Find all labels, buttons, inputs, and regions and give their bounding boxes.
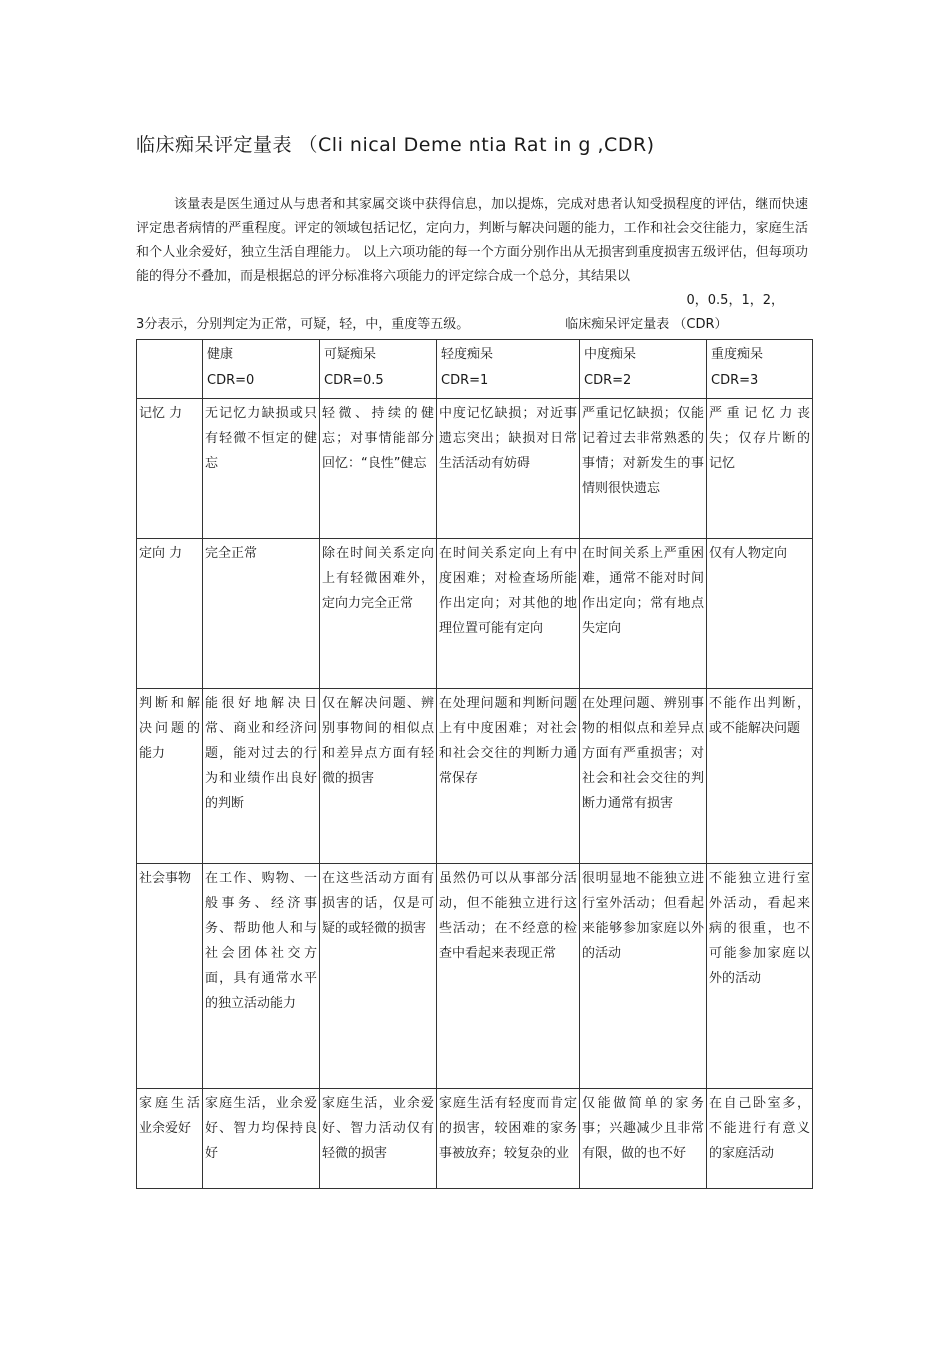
score-values: 0，0.5，1，2，: [686, 293, 784, 308]
table-cell: 很明显地不能独立进行室外活动；但看起来能够参加家庭以外的活动: [580, 864, 707, 1089]
table-cell: 虽然仍可以从事部分活动，但不能独立进行这些活动；在不经意的检查中看起来表现正常: [437, 864, 580, 1089]
table-cell: 不能作出判断，或不能解决问题: [707, 689, 813, 864]
table-cell: 在工作、购物、一般事务、经济事务、帮助他人和与社会团体社交方面，具有通常水平的独立活动能力: [203, 864, 320, 1089]
header-corner: [137, 340, 203, 399]
header-cdr-3: 重度痴呆 CDR=3: [707, 340, 813, 399]
table-cell: 仅在解决问题、辨别事物间的相似点和差异点方面有轻微的损害: [320, 689, 437, 864]
intro-text: [136, 193, 808, 337]
table-cell: 在自己卧室多，不能进行有意义的家庭活动: [707, 1089, 813, 1189]
table-cell: 不能独立进行室外活动，看起来病的很重，也不可能参加家庭以外的活动: [707, 864, 813, 1089]
table-row: [137, 539, 813, 689]
table-cell: 轻微、持续的健忘；对事情能部分回忆：“良性”健忘: [320, 399, 437, 539]
header-cdr-1: 轻度痴呆 CDR=1: [437, 340, 580, 399]
table-cell: 严重记忆缺损；仅能记着过去非常熟悉的事情；对新发生的事情则很快遗忘: [580, 399, 707, 539]
intro-paragraph: 该量表是医生通过从与患者和其家属交谈中获得信息，加以提炼，完成对患者认知受损程度的评估，继而快速评定患者病情的严重程度。评定的领域包括记忆，定向力，判断与解决问题的能力，工作和社会交往能力，家庭生活和个人业余爱好，独立生活自理能力。 以上六项功能的每一个方面分别作出从无损害到重度损害五级评估，但每项功能的得分不叠加，而是根据总的评分标准将六项能力的评定综合成一个总分，其结果以: [136, 197, 808, 284]
table-cell: 无记忆力缺损或只有轻微不恒定的健忘: [203, 399, 320, 539]
table-cell: 在处理问题和判断问题上有中度困难；对社会和社会交往的判断力通常保存: [437, 689, 580, 864]
row-domain-community: 社会事物: [137, 864, 203, 1089]
header-cdr-0-5: 可疑痴呆 CDR=0.5: [320, 340, 437, 399]
table-cell: 家庭生活，业余爱好、智力活动仅有轻微的损害: [320, 1089, 437, 1189]
table-cell: 能很好地解决日常、商业和经济问题，能对过去的行为和业绩作出良好的判断: [203, 689, 320, 864]
row-domain-judgment: 判断和解决问题的能力: [137, 689, 203, 864]
table-cell: 家庭生活有轻度而肯定的损害，较困难的家务事被放弃；较复杂的业: [437, 1089, 580, 1189]
levels-text: 3分表示，分别判定为正常，可疑，轻，中，重度等五级。: [136, 317, 470, 332]
table-cell: 家庭生活，业余爱好、智力均保持良好: [203, 1089, 320, 1189]
table-cell: 中度记忆缺损；对近事遗忘突出；缺损对日常生活活动有妨碍: [437, 399, 580, 539]
row-domain-home-hobbies: 家庭生活业余爱好: [137, 1089, 203, 1189]
table-header-row: [137, 340, 813, 399]
header-cdr-0: 健康 CDR=0: [203, 340, 320, 399]
table-cell: 仅能做简单的家务事；兴趣减少且非常有限，做的也不好: [580, 1089, 707, 1189]
page-title: 临床痴呆评定量表 （Cli nical Deme ntia Rat in g ,CDR): [136, 134, 655, 156]
table-caption: 临床痴呆评定量表 （CDR）: [565, 317, 728, 332]
cdr-table: [136, 339, 813, 1189]
table-row: [137, 1089, 813, 1189]
row-domain-orientation: 定向 力: [137, 539, 203, 689]
table-cell: 在处理问题、辨别事物的相似点和差异点方面有严重损害；对社会和社会交往的判断力通常有损害: [580, 689, 707, 864]
table-row: [137, 399, 813, 539]
table-cell: 在时间关系上严重困难，通常不能对时间作出定向；常有地点失定向: [580, 539, 707, 689]
table-cell: 严重记忆力丧失；仅存片断的记忆: [707, 399, 813, 539]
row-domain-memory: 记忆 力: [137, 399, 203, 539]
intro-line3: [136, 313, 808, 337]
header-cdr-2: 中度痴呆 CDR=2: [580, 340, 707, 399]
table-cell: 仅有人物定向: [707, 539, 813, 689]
table-cell: 在这些活动方面有损害的话，仅是可疑的或轻微的损害: [320, 864, 437, 1089]
table-row: [137, 864, 813, 1089]
table-cell: 完全正常: [203, 539, 320, 689]
table-row: [137, 689, 813, 864]
table-cell: 在时间关系定向上有中度困难；对检查场所能作出定向；对其他的地理位置可能有定向: [437, 539, 580, 689]
table-cell: 除在时间关系定向上有轻微困难外，定向力完全正常: [320, 539, 437, 689]
